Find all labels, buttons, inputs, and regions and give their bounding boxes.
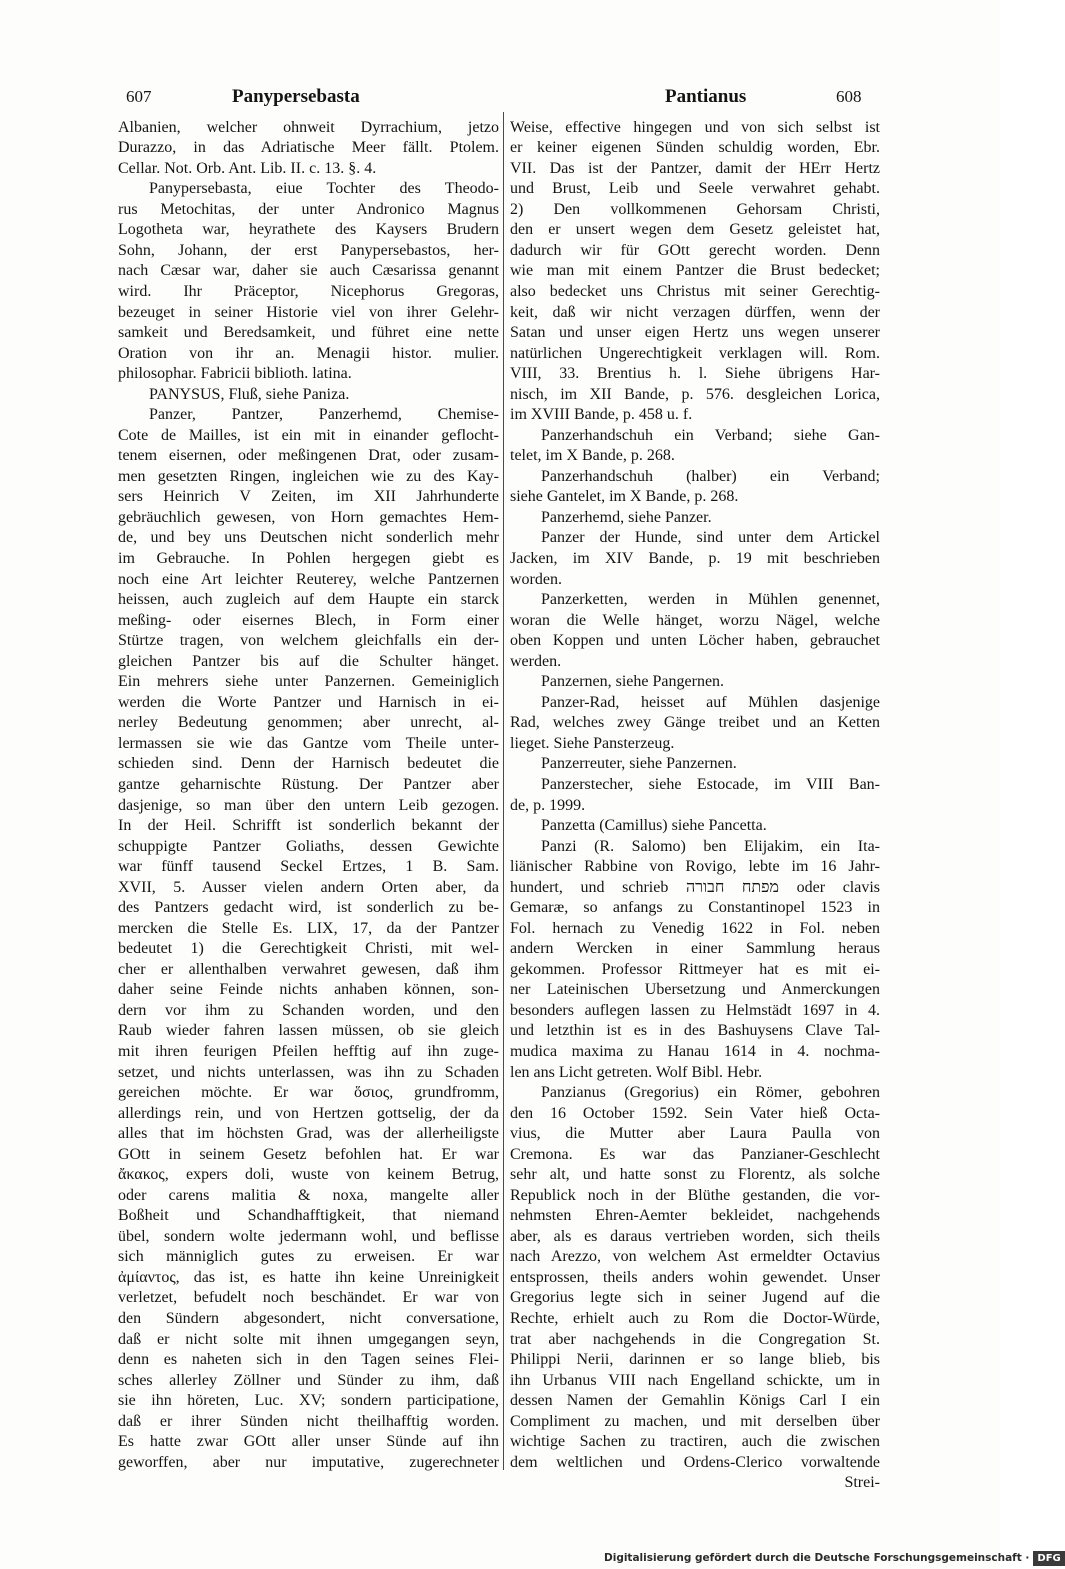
text-line: Panzi (R. Salomo) ben Elijakim, ein Ita- (541, 837, 880, 855)
text-line: meßing- oder eisernes Blech, in Form einer (118, 611, 499, 629)
text-line: und letzthin ist es in des Bashuysens Clave Tal- (510, 1022, 880, 1040)
text-line: siehe Gantelet, im X Bande, p. 268. (510, 488, 739, 506)
text-line: gleichen Pantzer bis auf die Schulter hänget. (118, 652, 499, 670)
text-line: schuppigte Pantzer Goliaths, dessen Gewichte (118, 837, 499, 855)
text-line: ἄκακος, expers doli, wuste von keinem Betrug, (118, 1166, 499, 1184)
text-line: Gregorius legte sich in seiner Jugend auf die (510, 1289, 880, 1307)
text-line: VIII, 33. Brentius h. l. Siehe übrigens Har- (510, 365, 880, 383)
text-line: cher er allenthalben verwahret gewesen, daß ihm (118, 960, 499, 978)
text-line: Logotheta war, heyrathete des Kaysers Brudern (118, 221, 499, 239)
text-line: worden. (510, 570, 562, 588)
text-line: des Pantzers gedacht wird, ist sonderlich zu be- (118, 899, 499, 917)
text-line: dem weltlichen und Ordens-Clerico vorwaltende (510, 1453, 880, 1471)
text-line: allerdings rein, und von Hertzen gottselig, der da (118, 1104, 499, 1122)
text-line: daß er nicht solte mit ihnen umgegangen seyn, (118, 1330, 499, 1348)
text-line: gereichen möchte. Er war ὅσιος, grundfromm, (118, 1084, 499, 1102)
text-line: daher seine Feinde nichts anhaben können, son- (118, 981, 499, 999)
text-line: den Sündern abgesondert, nicht conversatione, (118, 1310, 499, 1327)
text-line: alles that im höchsten Grad, was der allerheiligste (118, 1125, 499, 1143)
text-line: Republick noch in der Blüthe gestanden, die vor- (510, 1186, 880, 1204)
text-line: Jacken, im XIV Bande, p. 19 mit beschrieben (510, 550, 880, 568)
text-line: Rechte, erhielt auch zu Rom die Doctor-Würde, (510, 1310, 880, 1327)
text-line: Weise, effective hingegen und von sich selbst ist (510, 118, 880, 136)
text-line: Panzer der Hunde, sind unter dem Artickel (541, 529, 880, 547)
text-line: vius, die Mutter aber Laura Paulla von (510, 1125, 880, 1143)
text-line: hundert, und schrieb מפתח חבורה oder clavis (510, 878, 881, 896)
text-line: Panzerketten, werden in Mühlen genennet, (541, 591, 880, 609)
text-line: war fünff tausend Seckel Ertzes, 1 B. Sam. (118, 858, 499, 876)
running-head-right: Pantianus (665, 86, 747, 107)
text-line: im Gebrauche. In Pohlen hergegen giebt es (118, 550, 499, 568)
digitization-credit (604, 1549, 1065, 1567)
catchword: Strei- (844, 1474, 880, 1492)
text-line: sie ihn höreten, Luc. XV; sondern participatione, (118, 1392, 499, 1410)
page-number-left: 607 (126, 87, 152, 106)
text-line: lermassen sie wie das Gantze vom Theile unter- (118, 734, 499, 752)
text-line: PANYSUS, Fluß, siehe Paniza. (149, 385, 350, 403)
text-line: ἀμίαντος, das ist, es hatte ihn keine Unreinigkeit (118, 1268, 499, 1286)
text-line: samkeit und Beredsamkeit, und führet eine nette (118, 324, 499, 342)
text-line: den er unsert wegen dem Gesetz geleistet hat, (510, 221, 880, 239)
text-line: Panzianus (Gregorius) ein Römer, gebohren (541, 1084, 880, 1102)
text-line: wird. Ihr Präceptor, Nicephorus Gregoras, (118, 283, 499, 300)
text-line: andern Wercken in einer Sammlung heraus (510, 940, 880, 958)
text-line: Sohn, Johann, der erst Panypersebastos, her- (118, 241, 499, 259)
text-line: XVII, 5. Ausser vielen andern Orten aber, da (118, 878, 499, 896)
text-line: noch eine Art leichter Reuterey, welche Pantzernen (118, 570, 499, 588)
text-line: lieget. Siehe Pansterzeug. (510, 734, 675, 752)
text-line: natürlichen Ungerechtigkeit verklagen will. Rom. (510, 344, 880, 362)
text-line: heissen, auch zugleich auf dem Haupte ein starck (118, 591, 499, 609)
text-line: mudica maxima zu Hanau 1614 in 4. nochma- (510, 1042, 880, 1060)
text-line: gantze geharnischte Rüstung. Der Pantzer aber (118, 775, 499, 793)
text-line: bezeuget in seiner Historie viel von ihrer Gelehr- (118, 303, 499, 321)
text-line: dasjenige, so man über den untern Leib gezogen. (118, 796, 499, 814)
text-line: setzet, und nichts unterlassen, was ihn zu Schaden (118, 1063, 499, 1081)
text-line: werden die Worte Pantzer und Harnisch in ei- (118, 693, 499, 711)
text-line: daß er ihrer Sünden nicht theilhafftig worden. (118, 1412, 499, 1430)
text-line: wie man mit einem Pantzer die Brust bedecket; (510, 262, 880, 280)
text-line: sers Heinrich V Zeiten, im XII Jahrhunderte (118, 488, 499, 506)
text-line: Albanien, welcher ohnweit Dyrrachium, jetzo (118, 118, 499, 136)
text-line: sehr alt, und hatte sonst zu Florentz, als solche (510, 1166, 880, 1184)
column-divider (503, 112, 504, 1470)
text-line: dessen Namen der Gemahlin Königs Carl I ein (510, 1392, 880, 1410)
text-line: mercken die Stelle Es. LIX, 17, da der Pantzer (118, 919, 499, 937)
text-line: philosophar. Fabricii biblioth. latina. (118, 365, 352, 383)
text-line: aber, als es daraus vertrieben worden, sich theils (510, 1227, 880, 1245)
text-line: nach Cæsar war, daher sie auch Cæsarissa genannt (118, 262, 499, 280)
text-line: telet, im X Bande, p. 268. (510, 447, 675, 465)
text-line: In der Heil. Schrifft ist sonderlich bekannt der (118, 817, 499, 835)
text-line: rus Metochitas, der unter Andronico Magnus (118, 200, 499, 218)
text-line: verletzet, befudelt noch beschändet. Er war von (118, 1289, 499, 1307)
text-line: schieden sind. Denn der Harnisch bedeutet die (118, 755, 499, 773)
text-line: Oration von ihr an. Menagii histor. mulier. (118, 344, 499, 362)
text-line: den 16 October 1592. Sein Vater hieß Octa- (510, 1104, 880, 1122)
text-line: dern vor ihm zu Schanden worden, und den (118, 1001, 499, 1019)
text-line: im XVIII Bande, p. 458 u. f. (510, 406, 693, 424)
text-line: trat aber nachgehends in die Congregation St. (510, 1330, 880, 1348)
text-line: nerley Bedeutung genommen; aber unrecht, al- (118, 714, 499, 732)
text-line: Rad, welches zwey Gänge treibet und an Ketten (510, 714, 880, 732)
text-column-left (118, 118, 499, 1508)
text-line: ihn Urbanus VIII nach Engelland schickte, um in (510, 1371, 880, 1389)
text-column-right (510, 118, 880, 1508)
text-line: übel, sondern wolte jedermann wohl, und beflisse (118, 1227, 499, 1245)
text-line: men gesetzten Ringen, ingleichen wie zu des Kay- (118, 467, 499, 485)
text-line: Cremona. Es war das Panzianer-Geschlecht (510, 1145, 880, 1163)
text-line: Panzer-Rad, heisset auf Mühlen dasjenige (541, 693, 880, 711)
text-line: 2) Den vollkommenen Gehorsam Christi, (510, 200, 880, 218)
text-line: len ans Licht getreten. Wolf Bibl. Hebr. (510, 1063, 763, 1081)
text-line: Panypersebasta, eiue Tochter des Theodo- (149, 180, 499, 198)
text-line: Panzerstecher, siehe Estocade, im VIII Ban- (541, 775, 880, 793)
text-line: und Brust, Leib und Seele verwahret gehabt. (510, 180, 880, 198)
text-line: Cote de Mailles, ist ein mit in einander geflocht- (118, 426, 499, 444)
text-line: sich männiglich gutes zu erweisen. Er war (118, 1248, 499, 1266)
running-head-left: Panypersebasta (232, 86, 360, 107)
text-line: nisch, im XII Bande, p. 576. desgleichen Lorica, (510, 385, 880, 403)
text-line: gekommen. Professor Rittmeyer hat es mit ei- (510, 960, 880, 978)
text-line: Raub wieder fahren lassen müssen, ob sie gleich (118, 1022, 499, 1040)
text-line: Stürtze tragen, von welchem gleichfalls ein der- (118, 632, 499, 650)
text-line: de, p. 1999. (510, 796, 586, 814)
text-line: Panzernen, siehe Pangernen. (541, 673, 725, 691)
text-line: bedeutet 1) die Gerechtigkeit Christi, mit wel- (118, 940, 499, 958)
text-line: Cellar. Not. Orb. Ant. Lib. II. c. 13. §. 4. (118, 159, 377, 177)
text-line: VII. Das ist der Pantzer, damit der HErr Hertz (510, 159, 880, 177)
text-line: also bedecket uns Christus mit seiner Gerechtig- (510, 283, 880, 300)
text-line: nehmsten Ehren-Aemter bekleidet, nachgehends (510, 1207, 880, 1225)
text-line: mit ihren feurigen Pfeilen hefftig auf ihn zuge- (118, 1042, 499, 1060)
text-line: dadurch wir für GOtt gerecht worden. Denn (510, 241, 880, 259)
text-line: Es hatte zwar GOtt aller unser Sünde auf ihn (118, 1433, 499, 1451)
text-line: denn es naheten sich in den Tagen seines Flei- (118, 1351, 499, 1369)
text-line: keit, daß wir nicht verzagen dürffen, wenn der (510, 303, 880, 321)
text-line: sches allerley Zöllner und Sünder zu ihm, daß (118, 1371, 499, 1389)
text-line: Boßheit und Schandhafftigkeit, that niemand (118, 1207, 499, 1225)
text-line: entsprossen, theils anders wohin gewendet. Unser (510, 1268, 880, 1286)
text-line: Panzerhemd, siehe Panzer. (541, 508, 712, 526)
text-line: nach Arezzo, von welchem Ast ermeldter Octavius (510, 1248, 880, 1266)
dfg-logo: DFG (1033, 1551, 1064, 1566)
text-line: Gemaræ, so anfangs zu Constantinopel 1523 in (510, 899, 880, 917)
text-line: Philippi Nerii, darinnen er so lange blieb, bis (510, 1351, 880, 1369)
text-line: Panzetta (Camillus) siehe Pancetta. (541, 817, 767, 835)
text-line: geworffen, aber nur imputative, zugerechneter (118, 1453, 499, 1471)
text-line: GOtt in seinem Gesetz befohlen hat. Er war (118, 1145, 499, 1163)
text-line: Panzerhandschuh (halber) ein Verband; (541, 467, 880, 485)
text-line: gebräuchlich gewesen, von Horn gemachtes Hem- (118, 508, 499, 526)
text-line: de, und bey uns Deutschen nicht sonderlich mehr (118, 529, 499, 547)
text-line: werden. (510, 652, 562, 670)
text-line: ner Lateinischen Ubersetzung und Anmerckungen (510, 981, 880, 999)
text-line: woran die Welle hänget, worzu Nägel, welche (510, 611, 880, 629)
text-line: Panzerhandschuh ein Verband; siehe Gan- (541, 426, 880, 444)
text-line: Ein mehrers siehe unter Panzernen. Gemeiniglich (118, 673, 499, 691)
text-line: Panzer, Pantzer, Panzerhemd, Chemise- (149, 406, 499, 424)
page-number-right: 608 (836, 87, 862, 106)
text-line: wichtige Sachen zu tractiren, auch die zwischen (510, 1433, 880, 1451)
text-line: besonders auflegen lassen zu Helmstädt 1697 in 4. (510, 1001, 880, 1019)
text-line: oben Koppen und unten Löcher haben, gebrauchet (510, 632, 880, 650)
text-line: tenem eisernen, oder meßingenen Drat, oder zusam- (118, 447, 499, 465)
text-line: oder carens malitia & noxa, mangelte aller (118, 1186, 499, 1204)
text-line: Durazzo, in das Adriatische Meer fällt. Ptolem. (118, 139, 499, 157)
text-line: Compliment zu machen, und mit derselben über (510, 1412, 880, 1430)
text-line: er keiner eigenen Sünden schuldig worden, Ebr. (510, 139, 880, 157)
credit-text: Digitalisierung gefördert durch die Deutsche Forschungsgemeinschaft · (604, 1552, 1030, 1564)
text-line: Fol. hernach zu Venedig 1622 in Fol. neben (510, 919, 880, 937)
text-line: Satan und unser eigen Hertz uns wegen unserer (510, 324, 880, 342)
text-line: Panzerreuter, siehe Panzernen. (541, 755, 737, 773)
text-line: liänischer Rabbine von Rovigo, lebte im 16 Jahr- (510, 858, 880, 876)
